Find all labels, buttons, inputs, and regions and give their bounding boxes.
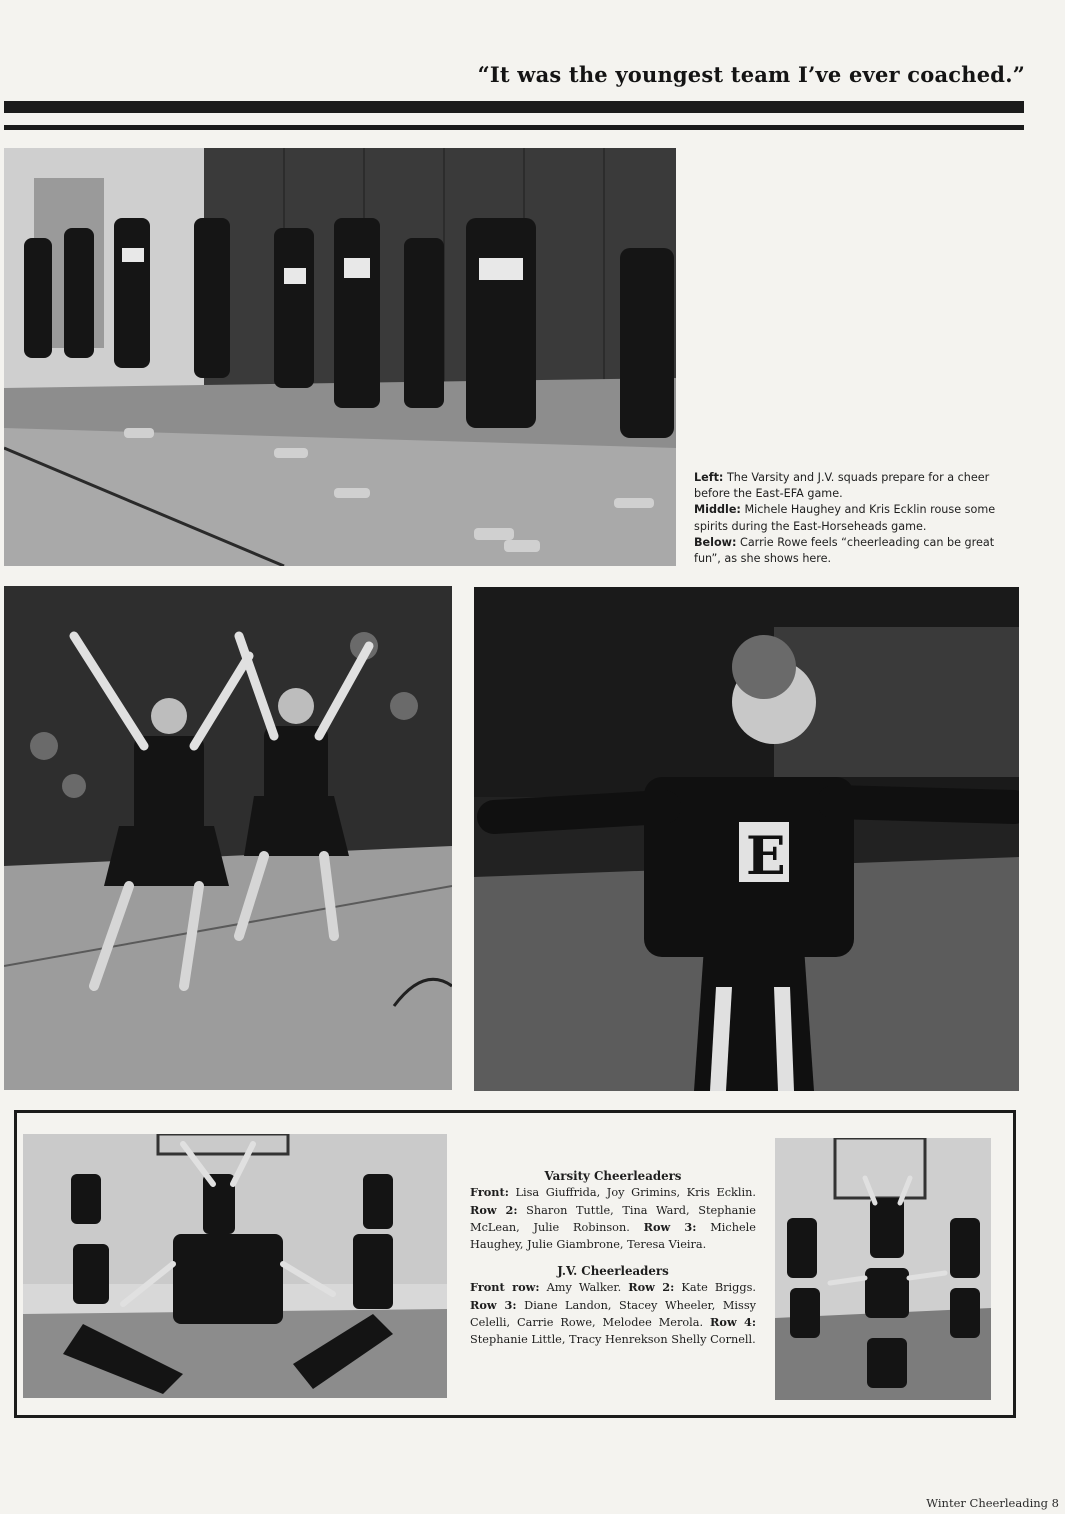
jv-title: J.V. Cheerleaders: [557, 1264, 669, 1279]
photo-two-cheerleaders-arms-raised: [4, 586, 452, 1090]
page-quote-heading: “It was the youngest team I’ve ever coached.”: [477, 62, 1025, 87]
caption-left: Left: The Varsity and J.V. squads prepare for a cheer before the East-EFA game.: [694, 471, 990, 501]
photo-jv-pyramid: [775, 1138, 991, 1400]
footer-section: Winter Cheerleading: [926, 1496, 1049, 1510]
photo-carrie-rowe-arms-out: [474, 587, 1019, 1091]
caption-middle: Middle: Michele Haughey and Kris Ecklin rouse some spirits during the East-Horseheads game.: [694, 503, 996, 533]
photo-captions: [694, 470, 1024, 567]
varsity-rows: Front: Lisa Giuffrida, Joy Grimins, Kris Ecklin. Row 2: Sharon Tuttle, Tina Ward, Stephanie McLean, Julie Robinson. Row 3: Michele Haughey, Julie Giambrone, Teresa Vieira.: [470, 1185, 756, 1251]
footer-page-number: 8: [1051, 1496, 1059, 1510]
svg-text:E: E: [746, 826, 786, 887]
jv-rows: Front row: Amy Walker. Row 2: Kate Briggs. Row 3: Diane Landon, Stacey Wheeler, Missy Celelli, Carrie Rowe, Melodee Merola. Row 4: Stephanie Little, Tracy Henrekson Shelly Cornell.: [470, 1280, 756, 1346]
caption-below: Below: Carrie Rowe feels “cheerleading can be great fun”, as she shows here.: [694, 535, 995, 566]
photo-squads-lined-up: [4, 148, 676, 566]
roster-text: [470, 1168, 756, 1358]
photo-varsity-pyramid: [23, 1134, 447, 1398]
header-rule-thick: [4, 101, 1024, 113]
header-rule-thin: [4, 125, 1024, 130]
page-footer: [926, 1496, 1059, 1510]
varsity-title: Varsity Cheerleaders: [544, 1169, 682, 1183]
